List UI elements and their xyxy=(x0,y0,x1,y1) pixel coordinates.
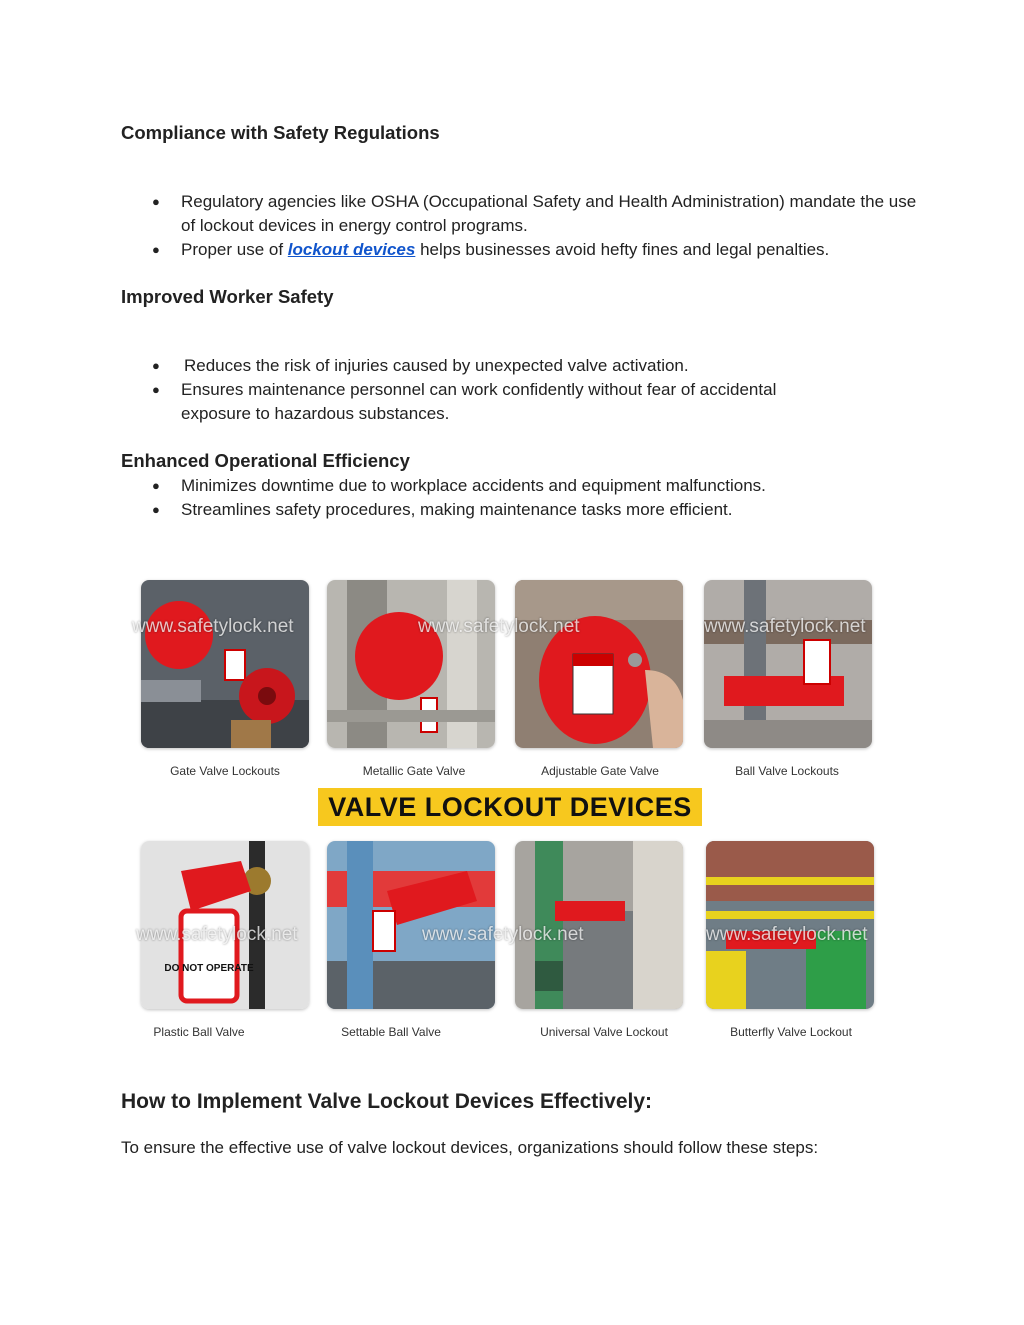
heading-efficiency: Enhanced Operational Efficiency xyxy=(121,450,410,471)
watermark: www.safetylock.net xyxy=(132,616,294,637)
list-item-text: Reduces the risk of injuries caused by unexpected valve activation. xyxy=(184,356,689,375)
efficiency-list xyxy=(121,474,921,522)
caption-plastic-ball-valve: Plastic Ball Valve xyxy=(153,1025,245,1039)
caption-butterfly-valve-lockout: Butterfly Valve Lockout xyxy=(730,1025,852,1039)
heading-compliance: Compliance with Safety Regulations xyxy=(121,122,440,143)
list-item xyxy=(121,498,921,522)
watermark: www.safetylock.net xyxy=(422,924,584,945)
bullet-icon: ● xyxy=(152,382,160,397)
watermark: www.safetylock.net xyxy=(706,924,868,945)
caption-settable-ball-valve: Settable Ball Valve xyxy=(341,1025,441,1039)
adjustable-gate-valve-photo xyxy=(515,580,683,748)
heading-implement: How to Implement Valve Lockout Devices Effectively: xyxy=(121,1090,652,1113)
ball-valve-lockout-photo xyxy=(704,580,872,748)
list-item xyxy=(121,238,921,262)
caption-metallic-gate-valve: Metallic Gate Valve xyxy=(362,764,466,778)
caption-gate-valve-lockouts: Gate Valve Lockouts xyxy=(170,764,280,778)
gate-valve-lockout-photo xyxy=(141,580,309,748)
caption-ball-valve-lockouts: Ball Valve Lockouts xyxy=(735,764,839,778)
watermark: www.safetylock.net xyxy=(136,924,298,945)
bullet-icon: ● xyxy=(152,478,160,493)
compliance-list xyxy=(121,190,921,262)
metallic-gate-valve-photo xyxy=(327,580,495,748)
list-item xyxy=(121,474,921,498)
list-item-text: Minimizes downtime due to workplace accidents and equipment malfunctions. xyxy=(181,476,766,495)
list-item xyxy=(121,354,921,378)
implement-intro: To ensure the effective use of valve lockout devices, organizations should follow these steps: xyxy=(121,1138,819,1157)
worker-safety-list xyxy=(121,354,921,426)
list-item-text: Streamlines safety procedures, making maintenance tasks more efficient. xyxy=(181,500,733,519)
list-item-text-after: helps businesses avoid hefty fines and legal penalties. xyxy=(415,240,830,259)
list-item-text-before: Proper use of xyxy=(181,240,288,259)
bullet-icon: ● xyxy=(152,502,160,517)
watermark: www.safetylock.net xyxy=(704,616,866,637)
bullet-icon: ● xyxy=(152,242,160,257)
watermark: www.safetylock.net xyxy=(418,616,580,637)
list-item xyxy=(121,190,921,238)
list-item xyxy=(121,378,921,426)
lockout-devices-link[interactable]: lockout devices xyxy=(287,240,416,259)
banner-title: VALVE LOCKOUT DEVICES xyxy=(328,791,692,822)
valve-lockout-devices-banner xyxy=(318,788,702,826)
list-item-text: Ensures maintenance personnel can work confidently without fear of accidental exposure to hazardous substances. xyxy=(181,380,777,423)
caption-adjustable-gate-valve: Adjustable Gate Valve xyxy=(541,764,659,778)
bullet-icon: ● xyxy=(152,194,160,209)
tag-text: DO NOT OPERATE xyxy=(164,963,254,974)
heading-worker-safety: Improved Worker Safety xyxy=(121,286,334,307)
caption-universal-valve-lockout: Universal Valve Lockout xyxy=(540,1025,668,1039)
valve-lockout-infographic xyxy=(128,572,898,1052)
list-item-text: Regulatory agencies like OSHA (Occupational Safety and Health Administration) mandate the use of lockout devices in energy control programs. xyxy=(181,192,917,235)
bullet-icon: ● xyxy=(152,358,160,373)
